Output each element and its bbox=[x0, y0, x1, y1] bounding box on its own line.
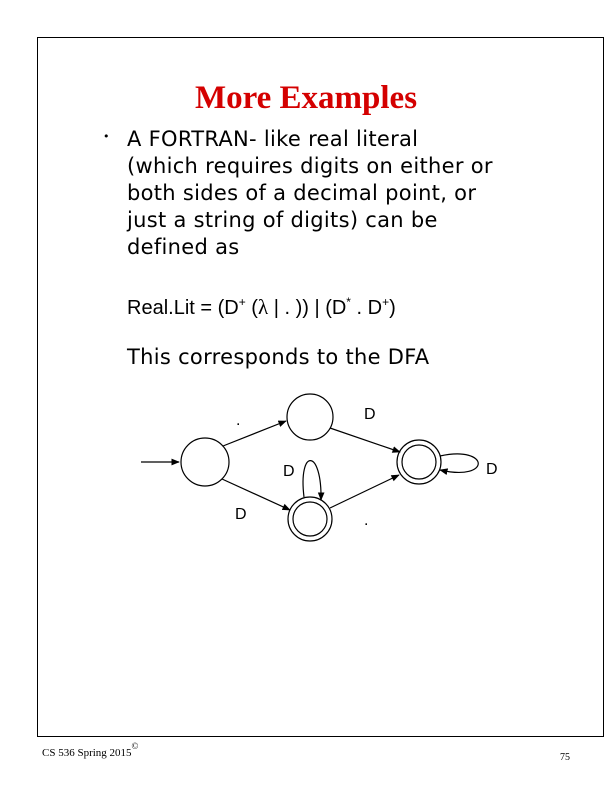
page-number: 75 bbox=[560, 752, 570, 763]
formula-dot-d: . D bbox=[350, 297, 383, 319]
bullet-line: (which requires digits on either or bbox=[127, 154, 493, 178]
state-start bbox=[181, 438, 229, 486]
bullet-line: defined as bbox=[127, 235, 240, 259]
formula-name: Real.Lit = (D bbox=[127, 297, 239, 319]
correspondence-text: This corresponds to the DFA bbox=[127, 345, 430, 369]
edge-final-self-loop bbox=[440, 454, 478, 472]
state-final-accept bbox=[397, 440, 441, 484]
slide-title: More Examples bbox=[194, 80, 418, 116]
formula-plus-superscript: + bbox=[382, 295, 390, 309]
formula-middle: | . )) | (D bbox=[268, 297, 347, 319]
copyright-mark: © bbox=[131, 741, 139, 751]
formula-open: ( bbox=[245, 297, 258, 319]
label-start-to-top: . bbox=[236, 412, 241, 429]
label-bottom-self-loop: D bbox=[283, 463, 295, 480]
bullet-line: A FORTRAN- like real literal bbox=[127, 127, 419, 151]
edge-bottom-self-loop bbox=[303, 461, 321, 500]
state-digits-accept bbox=[288, 497, 332, 541]
formula-lambda: λ bbox=[257, 295, 269, 319]
bullet-line: just a string of digits) can be bbox=[127, 208, 438, 232]
formula-plus-superscript: + bbox=[238, 295, 246, 309]
formula-star-superscript: * bbox=[346, 295, 351, 309]
footer-course bbox=[42, 741, 139, 759]
bullet-marker: • bbox=[103, 130, 110, 143]
formula-close: ) bbox=[389, 297, 396, 319]
edge-top-to-final bbox=[330, 428, 400, 452]
edge-start-to-bottom bbox=[222, 479, 290, 510]
state-after-dot bbox=[287, 394, 333, 440]
edge-start-to-top bbox=[223, 421, 286, 446]
bullet-line: both sides of a decimal point, or bbox=[127, 181, 477, 205]
edge-bottom-to-final bbox=[330, 475, 399, 508]
footer-course-text: CS 536 Spring 2015 bbox=[42, 747, 132, 759]
label-top-to-final: D bbox=[364, 406, 376, 423]
label-start-to-bottom: D bbox=[235, 506, 247, 523]
label-final-self-loop: D bbox=[486, 461, 498, 478]
label-bottom-to-final: . bbox=[364, 512, 369, 529]
